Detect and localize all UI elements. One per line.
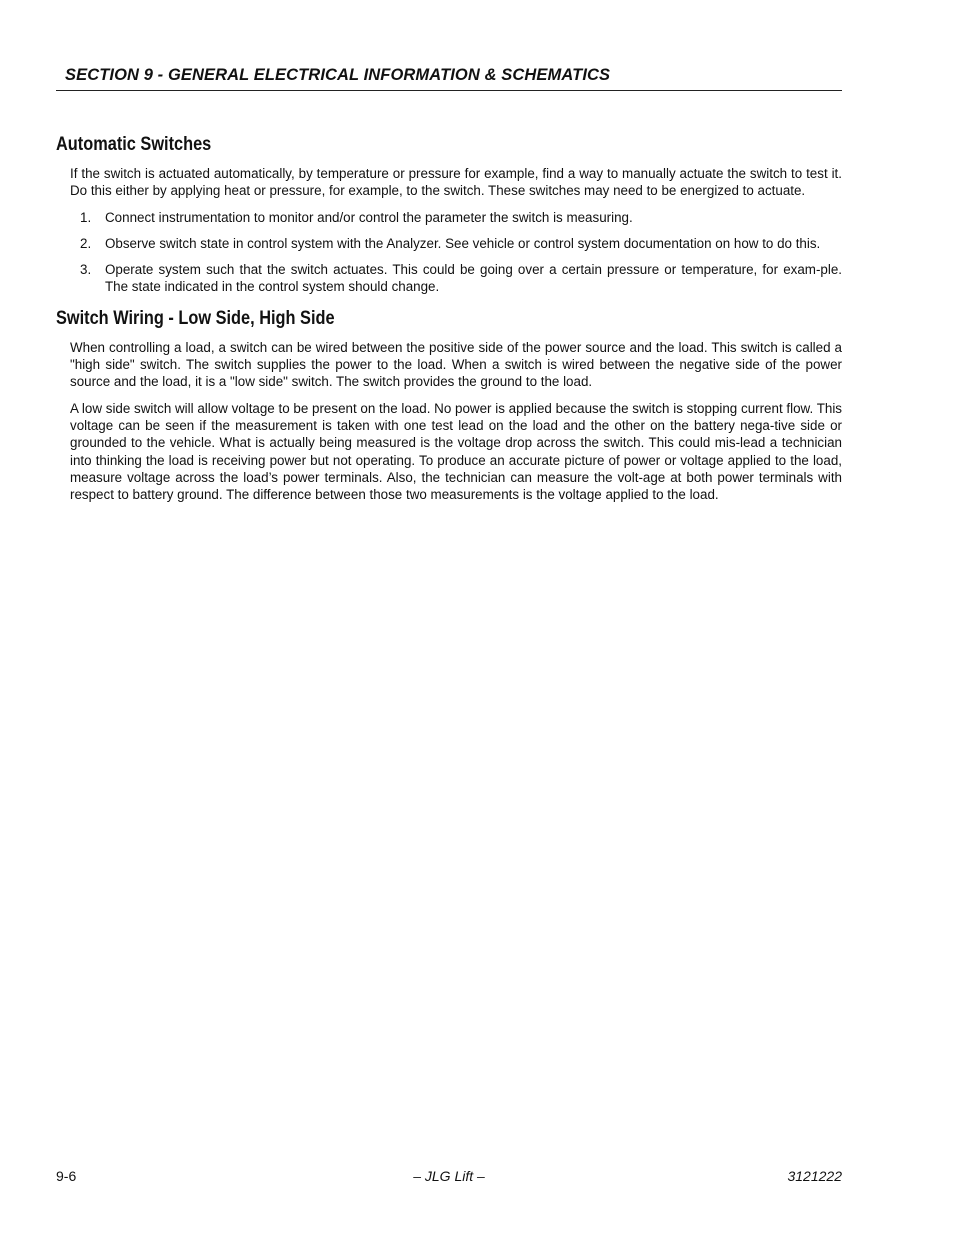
automatic-switches-intro: If the switch is actuated automatically, by temperature or pressure for example, find a way to manually actuate the switch to test it. Do this either by applying heat or pressure, for example, to the switch. These switches may need to be energized to actuate. bbox=[70, 166, 842, 199]
heading-switch-wiring: Switch Wiring - Low Side, High Side bbox=[56, 307, 335, 329]
page-number: 9-6 bbox=[56, 1168, 77, 1184]
section-title: SECTION 9 - GENERAL ELECTRICAL INFORMATION & SCHEMATICS bbox=[65, 66, 611, 84]
step-text: Observe switch state in control system with the Analyzer. See vehicle or control system documentation on how to do this. bbox=[105, 235, 821, 251]
page-content bbox=[56, 132, 842, 512]
step-number: 3. bbox=[80, 262, 92, 278]
step-item bbox=[56, 261, 842, 296]
heading-automatic-switches: Automatic Switches bbox=[56, 134, 212, 155]
document-number: 3121222 bbox=[787, 1168, 842, 1184]
page-footer bbox=[56, 1168, 842, 1188]
publisher-name: – JLG Lift – bbox=[413, 1168, 485, 1184]
switch-wiring-paragraph: A low side switch will allow voltage to be present on the load. No power is applied because the switch is stopping current flow. This voltage can be seen if the measurement is taken with one test lead on the load and the other on the battery nega-tive side or grounded to the vehicle. What is actually being measured is the voltage drop across the switch. This could mis-lead a technician into thinking the load is receiving power but not operating. To produce an accurate picture of power or voltage applied to the load, measure voltage across the load’s power terminals. Also, the technician can measure the volt-age at both power terminals with respect to battery ground. The difference between those two measurements is the voltage applied to the load. bbox=[70, 400, 842, 503]
step-number: 2. bbox=[80, 235, 92, 251]
switch-wiring-paragraph: When controlling a load, a switch can be wired between the positive side of the power source and the load. This switch is called a "high side" switch. The switch supplies the power to the load. When a switch is wired between the negative side of the power source and the load, it is a "low side" switch. The switch provides the ground to the load. bbox=[70, 339, 842, 390]
step-text: Connect instrumentation to monitor and/or control the parameter the switch is measuring. bbox=[105, 209, 633, 225]
automatic-switches-steps bbox=[56, 209, 842, 296]
page-header bbox=[56, 62, 842, 91]
step-item bbox=[56, 209, 842, 226]
step-item bbox=[56, 235, 842, 252]
step-text: Operate system such that the switch actuates. This could be going over a certain pressure or temperature, for exam-ple. The state indicated in the control system should change. bbox=[105, 262, 842, 295]
step-number: 1. bbox=[80, 209, 92, 225]
